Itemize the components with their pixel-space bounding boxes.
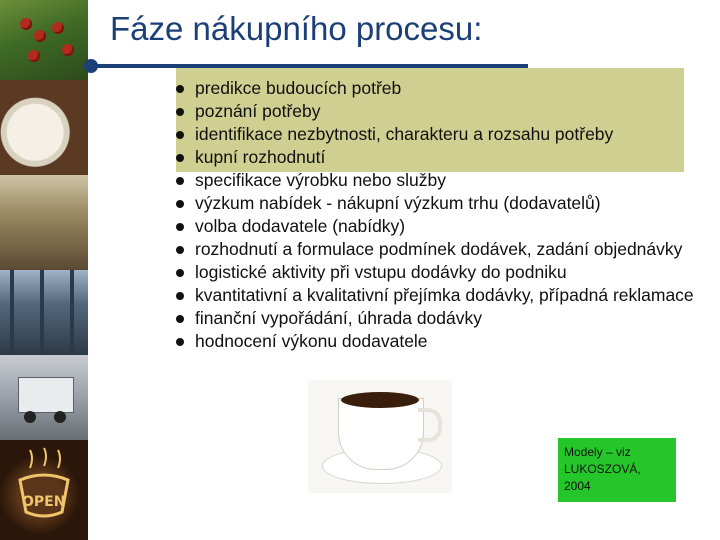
- list-item-text: predikce budoucích potřeb: [195, 78, 402, 98]
- list-item: [176, 307, 695, 330]
- warehouse-photo: [0, 270, 88, 355]
- slide-title: Fáze nákupního procesu:: [110, 10, 483, 47]
- shelf-rack: [70, 270, 74, 355]
- truck-cab: [18, 377, 74, 413]
- list-item: [176, 261, 695, 284]
- note-line: Modely – viz: [564, 445, 631, 459]
- list-item: [176, 77, 695, 100]
- logo-open-text: OPEN: [22, 494, 66, 510]
- bullet-dot-icon: [176, 292, 184, 300]
- coffee-surface: [341, 392, 419, 408]
- note-line: 2004: [564, 479, 591, 493]
- coffee-cherry: [62, 44, 74, 56]
- bullet-dot-icon: [176, 315, 184, 323]
- list-item-text: logistické aktivity při vstupu dodávky do podniku: [195, 262, 567, 282]
- bullet-dot-icon: [176, 154, 184, 162]
- list-item: [176, 238, 695, 261]
- reference-note: [558, 438, 676, 502]
- note-line: LUKOSZOVÁ,: [564, 462, 641, 476]
- coffee-cherries-photo: [0, 0, 88, 80]
- list-item: [176, 284, 695, 307]
- list-item-text: kvantitativní a kvalitativní přejímka dodávky, případná reklamace: [195, 285, 694, 305]
- shelf-rack: [40, 270, 44, 355]
- coffee-cherry: [52, 22, 64, 34]
- cup-handle: [418, 408, 442, 442]
- coffee-cup-photo: [308, 380, 452, 493]
- coffee-beans-bowl-photo: [0, 80, 88, 175]
- list-item: [176, 192, 695, 215]
- bullet-dot-icon: [176, 200, 184, 208]
- bullet-dot-icon: [176, 131, 184, 139]
- list-item-text: výzkum nabídek - nákupní výzkum trhu (dodavatelů): [195, 193, 601, 213]
- list-item: [176, 123, 695, 146]
- bullet-dot-icon: [176, 246, 184, 254]
- truck-wheel: [54, 411, 66, 423]
- list-item-text: volba dodavatele (nabídky): [195, 216, 406, 236]
- truck-photo: [0, 355, 88, 440]
- bullet-dot-icon: [176, 177, 184, 185]
- list-item-text: hodnocení výkonu dodavatele: [195, 331, 428, 351]
- list-item: [176, 100, 695, 123]
- bullet-dot-icon: [176, 223, 184, 231]
- coffee-cherry: [28, 50, 40, 62]
- truck-wheel: [24, 411, 36, 423]
- cup: [338, 398, 424, 470]
- photo-strip: [0, 0, 88, 540]
- open-cup-icon: [0, 440, 88, 540]
- bullet-dot-icon: [176, 85, 184, 93]
- list-item-text: poznání potřeby: [195, 101, 321, 121]
- bullet-dot-icon: [176, 269, 184, 277]
- coffee-cherry: [34, 30, 46, 42]
- bullet-dot-icon: [176, 108, 184, 116]
- list-item: [176, 215, 695, 238]
- coffee-cherry: [20, 18, 32, 30]
- list-item-text: identifikace nezbytnosti, charakteru a rozsahu potřeby: [195, 124, 614, 144]
- list-item-text: specifikace výrobku nebo služby: [195, 170, 446, 190]
- list-item: [176, 169, 695, 192]
- list-item-text: kupní rozhodnutí: [195, 147, 326, 167]
- list-item: [176, 330, 695, 353]
- list-item-text: rozhodnutí a formulace podmínek dodávek, zadání objednávky: [195, 239, 683, 259]
- bullet-list: [176, 77, 695, 353]
- coffee-sacks-photo: [0, 175, 88, 270]
- list-item: [176, 146, 695, 169]
- list-item-text: finanční vypořádání, úhrada dodávky: [195, 308, 482, 328]
- open-cup-logo: [0, 440, 88, 540]
- bullet-dot-icon: [176, 338, 184, 346]
- shelf-rack: [10, 270, 14, 355]
